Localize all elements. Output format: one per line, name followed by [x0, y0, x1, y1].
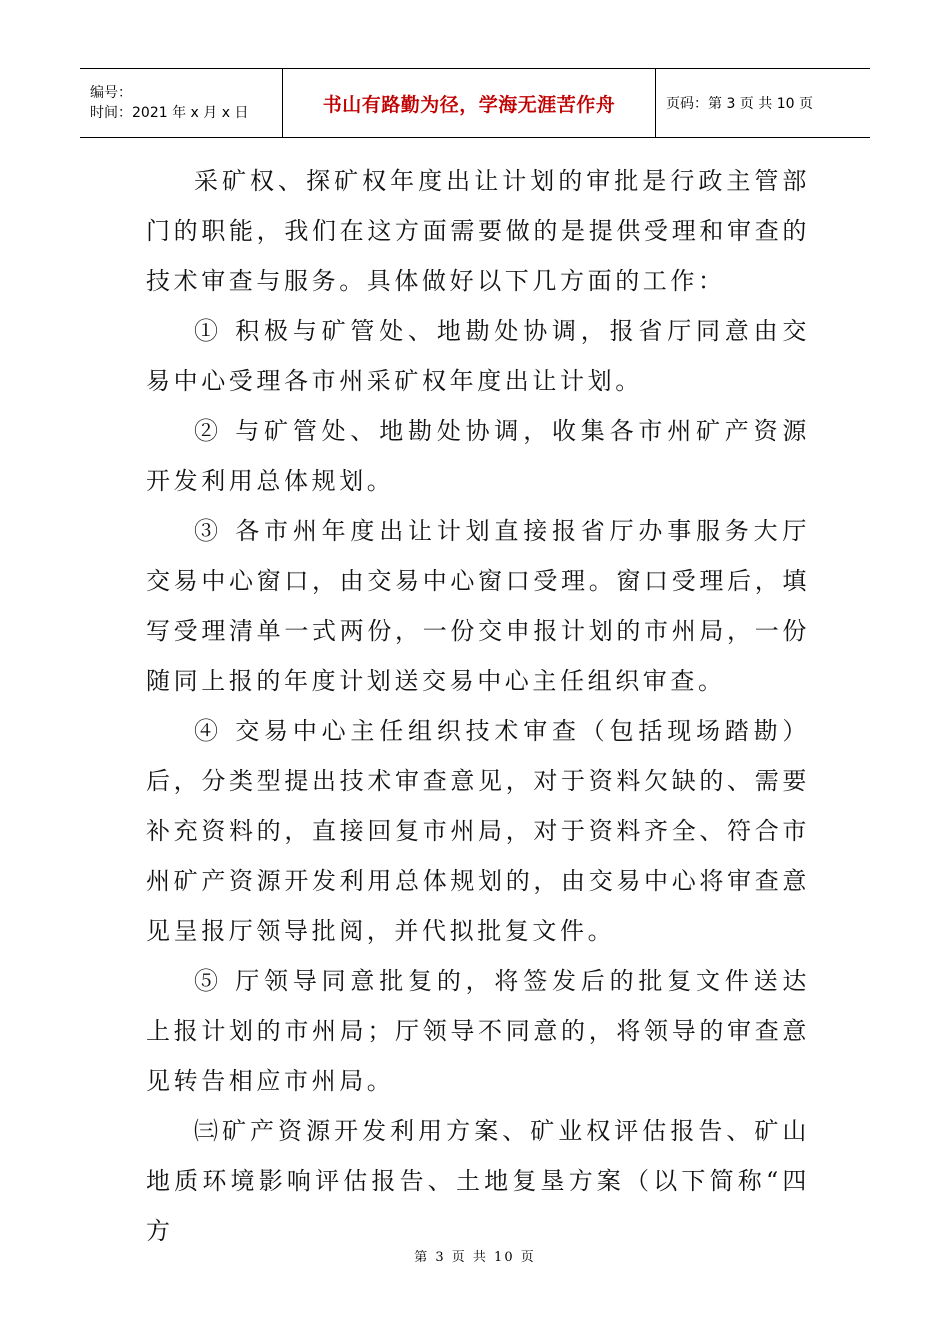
page-header — [80, 68, 870, 138]
paragraph: ④ 交易中心主任组织技术审查（包括现场踏勘）后，分类型提出技术审查意见，对于资料欠缺的、需要补充资料的，直接回复市州局，对于资料齐全、符合市州矿产资源开发利用总体规划的，由交易中心将审查意见呈报厅领导批阅，并代拟批复文件。 — [146, 717, 810, 945]
header-motto: 书山有路勤为径，学海无涯苦作舟 — [282, 69, 656, 137]
paragraph: ① 积极与矿管处、地勘处协调，报省厅同意由交易中心受理各市州采矿权年度出让计划。 — [146, 317, 810, 395]
paragraph: 采矿权、探矿权年度出让计划的审批是行政主管部门的职能，我们在这方面需要做的是提供受理和审查的技术审查与服务。具体做好以下几方面的工作： — [146, 167, 810, 295]
paragraph: ② 与矿管处、地勘处协调，收集各市州矿产资源开发利用总体规划。 — [146, 417, 810, 495]
document-body — [146, 156, 810, 1256]
document-number-label: 编号： — [90, 85, 132, 101]
header-meta — [80, 69, 282, 137]
paragraph: ③ 各市州年度出让计划直接报省厅办事服务大厅交易中心窗口，由交易中心窗口受理。窗口受理后，填写受理清单一式两份，一份交申报计划的市州局，一份随同上报的年度计划送交易中心主任组织审查。 — [146, 517, 810, 695]
document-time-label: 时间：2021 年 x 月 x 日 — [90, 105, 249, 121]
page-footer: 第 3 页 共 10 页 — [414, 1250, 536, 1265]
header-page-info: 页码：第 3 页 共 10 页 — [666, 96, 813, 112]
paragraph: ⑤ 厅领导同意批复的，将签发后的批复文件送达上报计划的市州局；厅领导不同意的，将领导的审查意见转告相应市州局。 — [146, 967, 810, 1095]
paragraph: ㈢矿产资源开发利用方案、矿业权评估报告、矿山地质环境影响评估报告、土地复垦方案（以下简称“四方 — [146, 1117, 810, 1245]
